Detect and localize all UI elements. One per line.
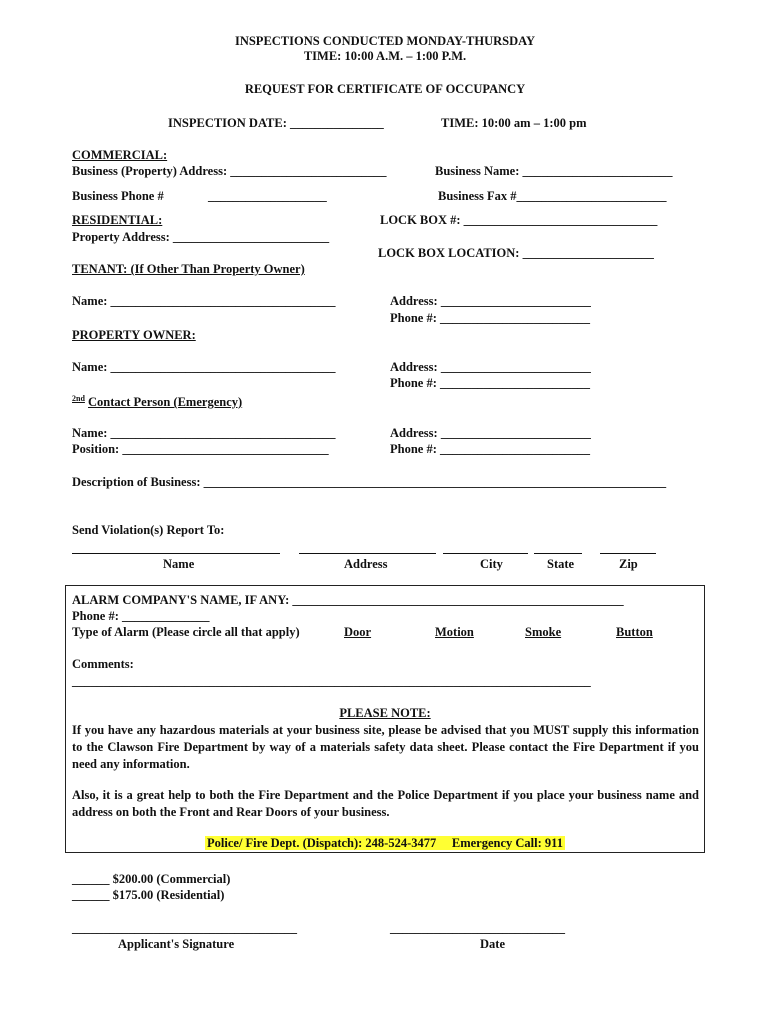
contact-heading-text: Contact Person (Emergency)	[88, 395, 243, 410]
fee-commercial[interactable]: ______ $200.00 (Commercial)	[72, 872, 231, 886]
residential-heading: RESIDENTIAL:	[72, 213, 163, 227]
alarm-option-door[interactable]: Door	[344, 625, 372, 639]
business-phone-field[interactable]: ___________________	[208, 189, 327, 203]
violation-city-label: City	[480, 557, 503, 571]
violation-state-line[interactable]	[534, 553, 582, 554]
owner-name-field[interactable]: Name: ____________________________________	[72, 360, 336, 374]
note-address-doors: Also, it is a great help to both the Fire Department and the Police Department if you place your business name and address on both the Front and Rear Doors of your business.	[72, 788, 699, 819]
business-fax-field[interactable]: Business Fax #________________________	[438, 189, 667, 203]
violation-state-label: State	[547, 557, 575, 571]
schedule-time: TIME: 10:00 A.M. – 1:00 P.M.	[303, 49, 467, 63]
note-heading: PLEASE NOTE:	[339, 706, 431, 720]
tenant-address-field[interactable]: Address: ________________________	[390, 294, 591, 308]
property-address-field[interactable]: Property Address: _________________________	[72, 230, 330, 244]
alarm-option-smoke[interactable]: Smoke	[525, 625, 562, 639]
contact-phone-field[interactable]: Phone #: ________________________	[390, 442, 590, 456]
business-name-field[interactable]: Business Name: ________________________	[435, 164, 673, 178]
lockbox-field[interactable]: LOCK BOX #: _______________________________	[380, 213, 658, 227]
signature-line[interactable]: ____________________________________	[72, 921, 297, 935]
contact-name-field[interactable]: Name: ____________________________________	[72, 426, 336, 440]
comments-label: Comments:	[72, 657, 134, 671]
commercial-heading: COMMERCIAL:	[72, 148, 168, 162]
inspection-time: TIME: 10:00 am – 1:00 pm	[441, 116, 587, 130]
violation-name-line[interactable]	[72, 553, 280, 554]
tenant-name-field[interactable]: Name: ____________________________________	[72, 294, 336, 308]
owner-phone-field[interactable]: Phone #: ________________________	[390, 376, 590, 390]
violation-zip-label: Zip	[619, 557, 638, 571]
contact-address-field[interactable]: Address: ________________________	[390, 426, 591, 440]
inspection-date-field[interactable]: INSPECTION DATE: _______________	[168, 116, 384, 130]
violation-zip-line[interactable]	[600, 553, 656, 554]
violation-address-label: Address	[344, 557, 388, 571]
schedule-line: INSPECTIONS CONDUCTED MONDAY-THURSDAY	[234, 34, 536, 48]
date-line[interactable]: ____________________________	[390, 921, 565, 935]
dispatch-phone-numbers: Police/ Fire Dept. (Dispatch): 248-524-3477 Emergency Call: 911	[207, 836, 563, 850]
tenant-phone-field[interactable]: Phone #: ________________________	[390, 311, 590, 325]
business-address-field[interactable]: Business (Property) Address: _________________________	[72, 164, 387, 178]
owner-heading: PROPERTY OWNER:	[72, 328, 196, 342]
alarm-phone-field[interactable]: Phone #: ______________	[72, 609, 210, 623]
violation-heading: Send Violation(s) Report To:	[72, 523, 225, 537]
alarm-type-label: Type of Alarm (Please circle all that apply)	[72, 625, 300, 639]
tenant-heading: TENANT: (If Other Than Property Owner)	[72, 262, 305, 276]
dispatch-line	[0, 836, 770, 851]
violation-address-line[interactable]	[299, 553, 436, 554]
alarm-option-motion[interactable]: Motion	[435, 625, 474, 639]
violation-name-label: Name	[163, 557, 195, 571]
business-phone-label: Business Phone #	[72, 189, 164, 203]
alarm-company-field[interactable]: ALARM COMPANY'S NAME, IF ANY: _____________________________________________________	[72, 593, 624, 607]
date-label: Date	[480, 937, 505, 951]
contact-heading-sup: 2nd	[72, 394, 85, 403]
business-description-field[interactable]: Description of Business: __________________________________________________________________________	[72, 475, 667, 489]
comments-field[interactable]: ___________________________________________________________________________________	[72, 674, 591, 688]
alarm-option-button[interactable]: Button	[616, 625, 653, 639]
owner-address-field[interactable]: Address: ________________________	[390, 360, 591, 374]
signature-label: Applicant's Signature	[118, 937, 235, 951]
lockbox-location-field[interactable]: LOCK BOX LOCATION: _____________________	[378, 246, 654, 260]
contact-heading	[72, 391, 242, 410]
fee-residential[interactable]: ______ $175.00 (Residential)	[72, 888, 225, 902]
contact-position-field[interactable]: Position: _________________________________	[72, 442, 329, 456]
violation-city-line[interactable]	[443, 553, 528, 554]
note-hazardous-materials: If you have any hazardous materials at your business site, please be advised that you MUST supply this information to the Clawson Fire Department by way of a materials safety data sheet. Please contact the Fire Department if you need any information.	[72, 723, 699, 771]
form-title: REQUEST FOR CERTIFICATE OF OCCUPANCY	[244, 82, 526, 96]
